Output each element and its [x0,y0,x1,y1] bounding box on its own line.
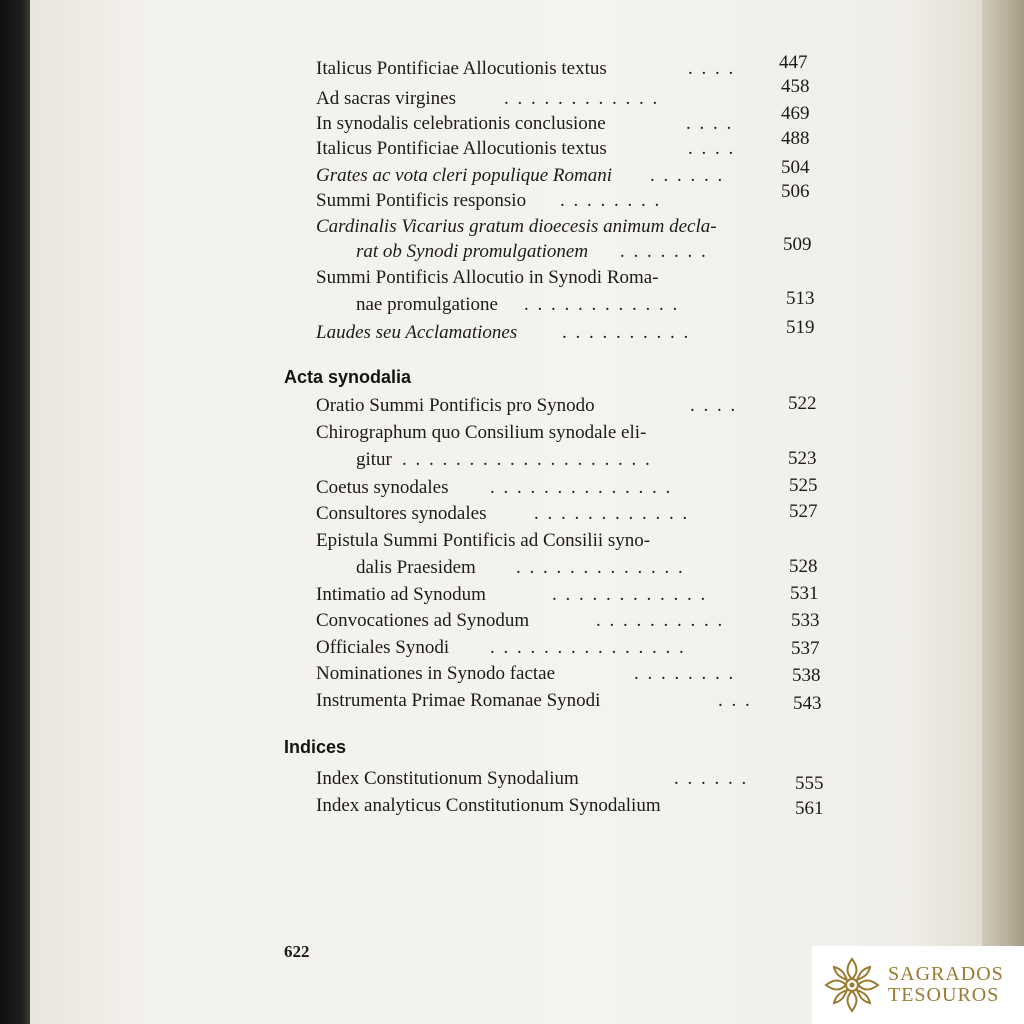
toc-entry-title: Summi Pontificis responsio [316,190,527,211]
toc-leader-dots: . . . . . . . [620,241,708,262]
toc-page-number: 504 [781,157,810,178]
toc-entry [316,503,486,524]
logo-text-line1: SAGRADOS [888,963,1004,985]
toc-entry [316,637,449,658]
toc-entry-title: Oratio Summi Pontificis pro Synodo [316,395,595,416]
toc-leader-dots: . . . . . . . . . . [562,322,691,343]
toc-entry-title: Ad sacras virgines [316,88,457,109]
ornamental-cross-emblem-icon [822,955,882,1015]
toc-entry [316,267,659,288]
toc-leader-dots: . . . . . . . . . . . . [524,294,680,315]
toc-page-number: 528 [789,556,818,577]
toc-leader-dots: . . . . [688,58,736,79]
toc-entry-title: Officiales Synodi [316,637,450,658]
toc-page-number: 513 [786,288,815,309]
toc-entry [316,584,486,605]
toc-entry-title: dalis Praesidem [356,557,476,578]
toc-page-number: 522 [788,393,817,414]
toc-leader-dots: . . . . . . . . [634,663,736,684]
toc-entry [316,322,517,343]
toc-page-number: 525 [789,475,818,496]
toc-page-number: 538 [792,665,821,686]
toc-entry-title: Index Constitutionum Synodalium [316,768,579,789]
toc-leader-dots: . . . [718,690,752,711]
toc-entry [316,138,607,159]
toc-entry [316,165,612,186]
toc-entry [316,58,607,79]
toc-entry-title: Consultores synodales [316,503,487,524]
toc-page-number: 555 [795,773,824,794]
toc-entry-title: Grates ac vota cleri populique Romani [316,165,613,186]
toc-page-number: 527 [789,501,818,522]
toc-page-number: 533 [791,610,820,631]
toc-page-number: 519 [786,317,815,338]
toc-leader-dots: . . . . . . . . . . . . . . . . . . . [402,449,652,470]
toc-entry [356,449,392,470]
toc-entry-title: rat ob Synodi promulgationem [356,241,589,262]
toc-entry [316,216,717,237]
toc-page-number: 447 [779,52,808,73]
toc-leader-dots: . . . . . . . . . . . . [552,584,708,605]
watermark-logo [812,946,1024,1024]
toc-entry-title: Nominationes in Synodo factae [316,663,556,684]
toc-entry-title: Summi Pontificis Allocutio in Synodi Roma- [316,267,659,288]
section-heading-indices: Indices [284,737,347,757]
toc-leader-dots: . . . . . . . . . . . . . [516,557,685,578]
toc-entry [356,557,476,578]
toc-entry-title: nae promulgatione [356,294,498,315]
page-number-folio: 622 [284,942,310,961]
toc-page-number: 543 [793,693,822,714]
toc-page-number: 469 [781,103,810,124]
toc-entry [316,88,456,109]
toc-entry [356,241,588,262]
toc-leader-dots: . . . . . . . . . . [596,610,725,631]
toc-entry [316,610,529,631]
section-heading-acta-synodalia: Acta synodalia [284,367,412,387]
toc-entry-title: gitur [356,449,392,470]
toc-page-number: 488 [781,128,810,149]
toc-page-number: 537 [791,638,820,659]
toc-entry [316,795,661,816]
toc-page-number: 458 [781,76,810,97]
toc-entry-title: In synodalis celebrationis conclusione [316,113,606,134]
toc-entry [316,530,650,551]
toc-leader-dots: . . . . [686,113,734,134]
toc-entry [316,190,526,211]
toc-entry-title: Cardinalis Vicarius gratum dioecesis animum decla- [316,216,717,237]
toc-leader-dots: . . . . . . . . . . . . . . [490,477,673,498]
toc-entry-title: Epistula Summi Pontificis ad Consilii syno- [316,530,651,551]
toc-page-number: 506 [781,181,810,202]
toc-entry [356,294,498,315]
toc-leader-dots: . . . . . . . . . . . . [504,88,660,109]
logo-text-line2: TESOUROS [888,984,1000,1006]
toc-entry [316,422,646,443]
toc-entry [316,477,448,498]
toc-page-number: 561 [795,798,824,819]
toc-entry-title: Intimatio ad Synodum [316,584,486,605]
toc-entry [316,395,595,416]
toc-leader-dots: . . . . . . . . . . . . . . . [490,637,686,658]
toc-leader-dots: . . . . . . . . [560,190,662,211]
toc-page-number: 523 [788,448,817,469]
toc-page-number: 509 [783,234,812,255]
toc-leader-dots: . . . . [688,138,736,159]
toc-entry [316,768,579,789]
toc-entry [316,113,606,134]
toc-entry-title: Coetus synodales [316,477,449,498]
toc-entry [316,663,555,684]
toc-entry-title: Index analyticus Constitutionum Synodalium [316,795,661,816]
toc-entry-title: Laudes seu Acclamationes [316,322,518,343]
toc-entry-title: Convocationes ad Synodum [316,610,530,631]
toc-entry-title: Italicus Pontificiae Allocutionis textus [316,58,607,79]
toc-entry [316,690,600,711]
toc-page-number: 531 [790,583,819,604]
toc-leader-dots: . . . . [690,395,738,416]
toc-leader-dots: . . . . . . [650,165,725,186]
toc-entry-title: Instrumenta Primae Romanae Synodi [316,690,601,711]
toc-leader-dots: . . . . . . [674,768,749,789]
toc-entry-title: Italicus Pontificiae Allocutionis textus [316,138,607,159]
toc-leader-dots: . . . . . . . . . . . . [534,503,690,524]
toc-entry-title: Chirographum quo Consilium synodale eli- [316,422,647,443]
